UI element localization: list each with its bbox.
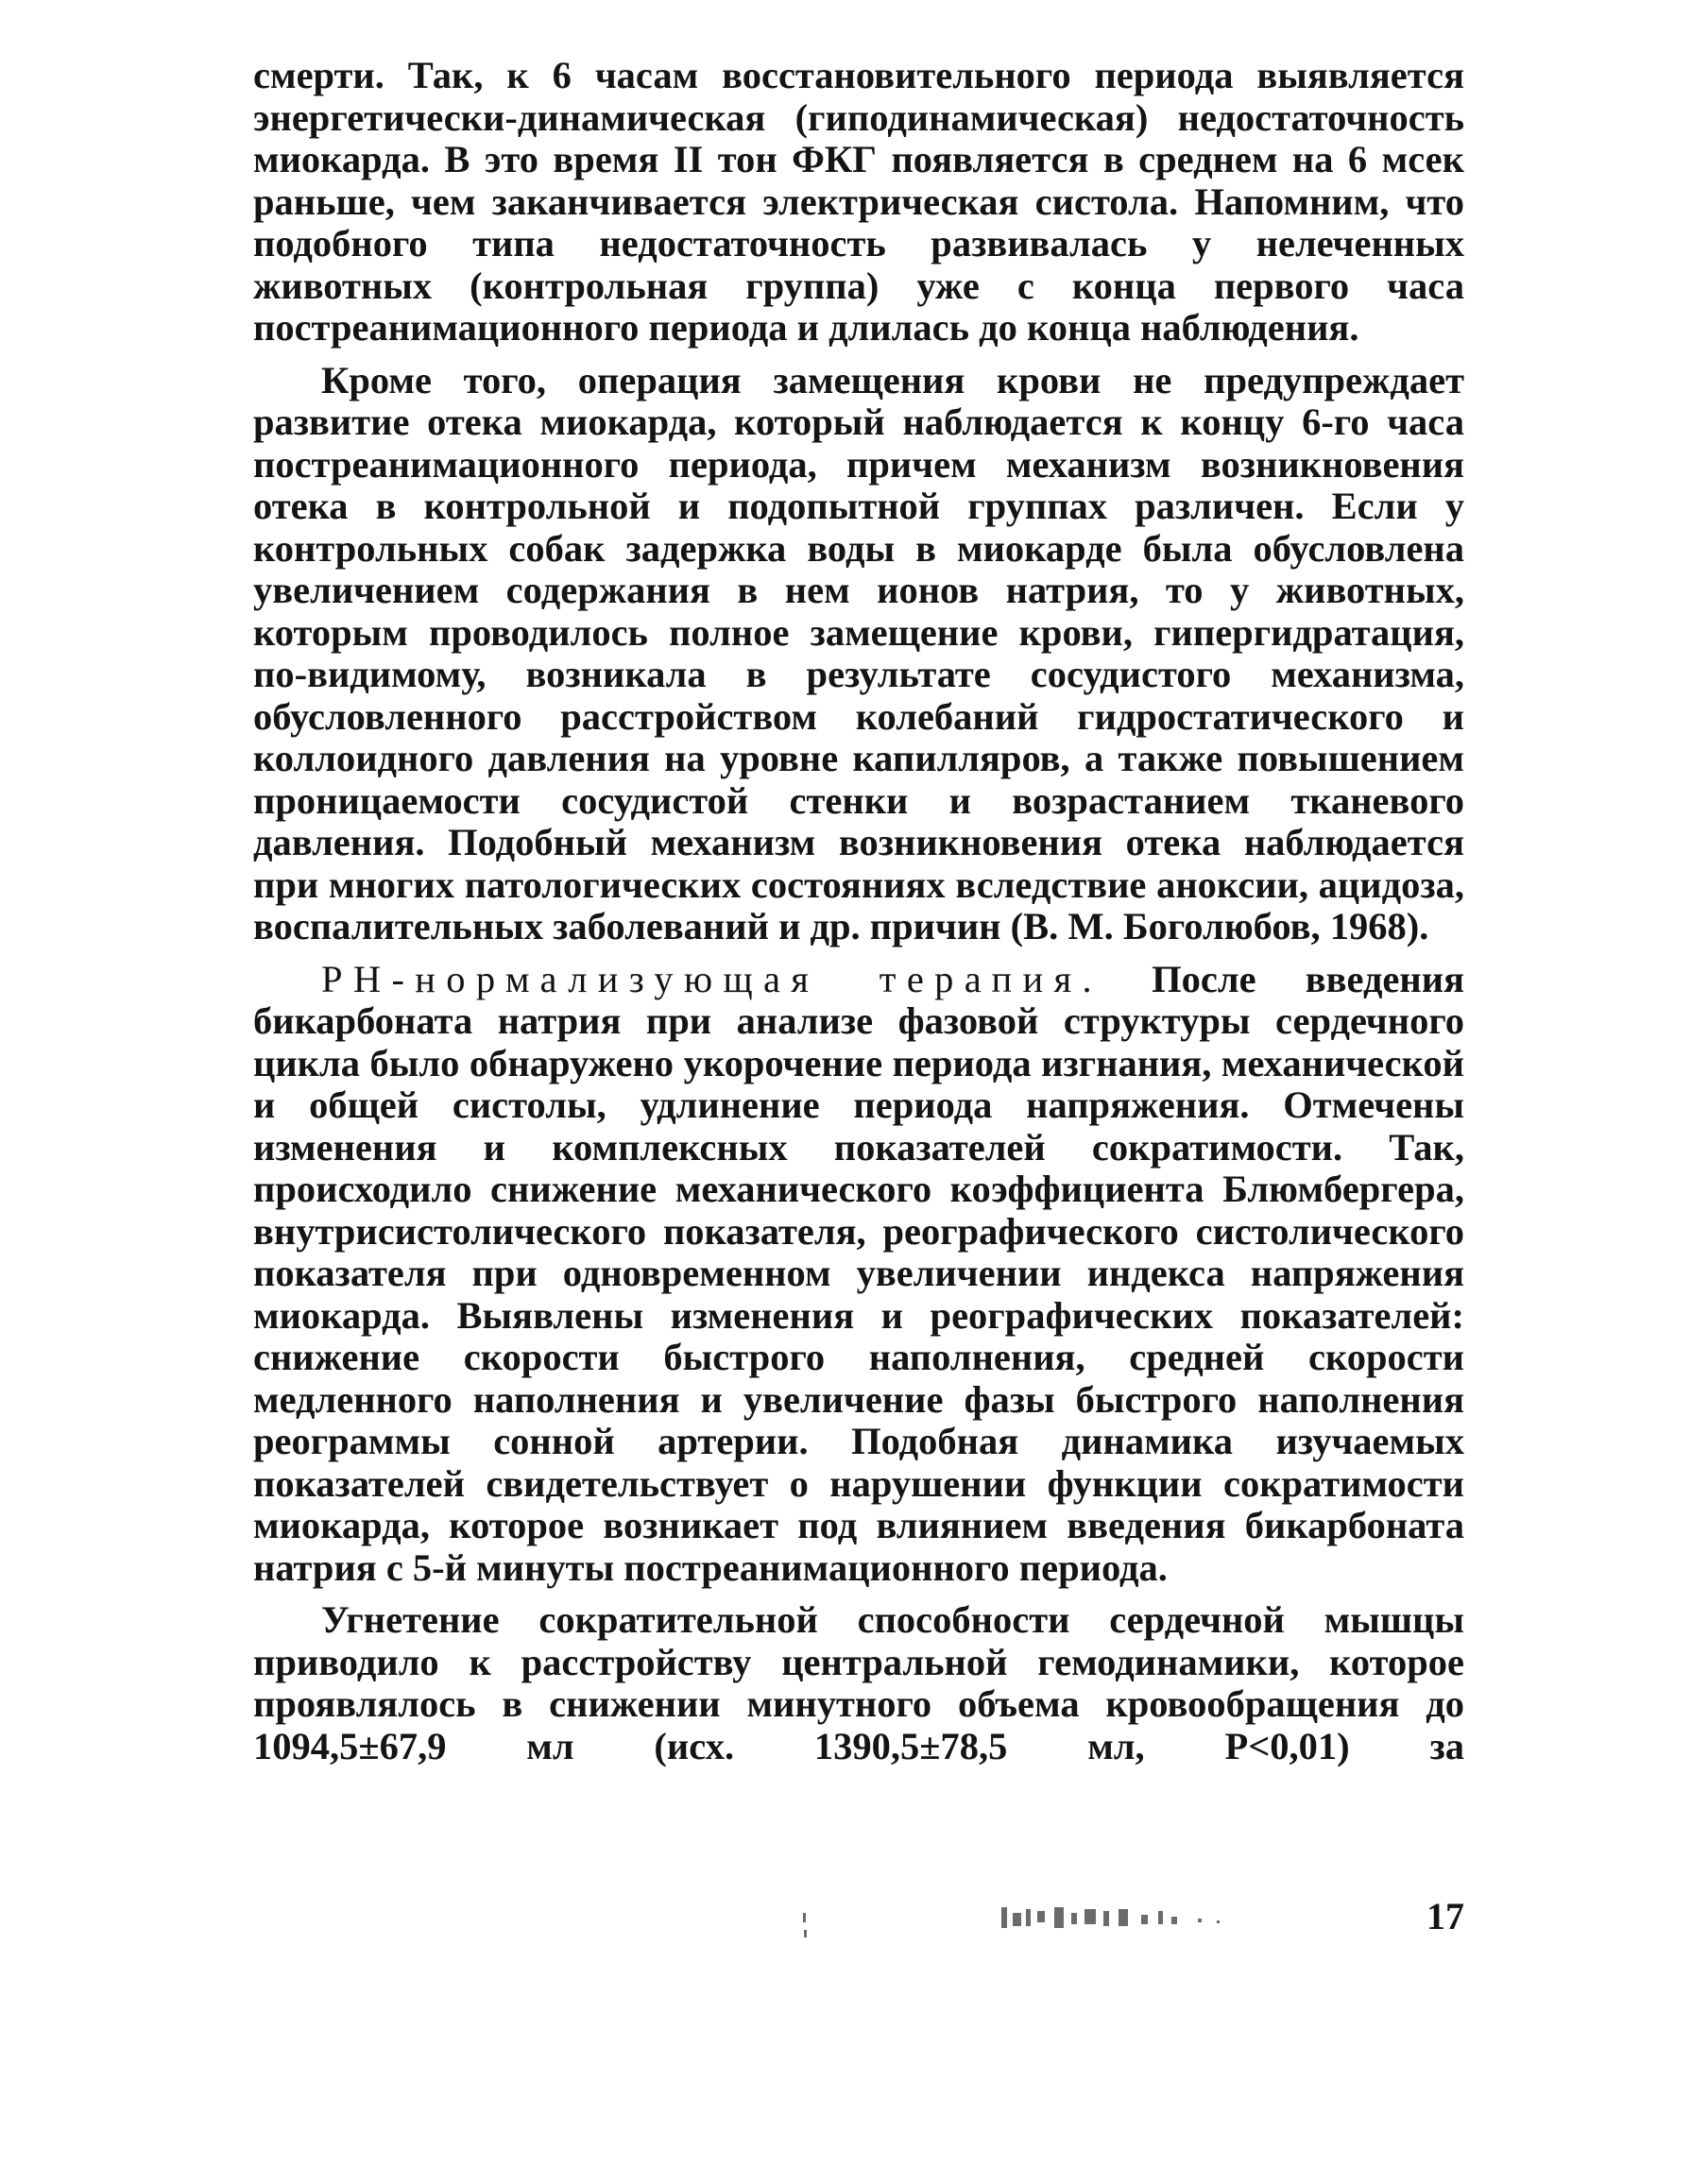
paragraph-4: Угнетение сократительной способности сердечной мышцы приводило к расстройству центральной гемодинамики, которое проявлялось в снижении минутного объема кровообращения до 1094,5±67,9 мл (исх. 1390,5±78,5 мл, P<0,01) за xyxy=(253,1598,1464,1767)
page-footer xyxy=(253,1894,1464,1951)
paragraph-1: смерти. Так, к 6 часам восстановительного периода выявляется энергетически-динамическая (гиподинамическая) недостаточность миокарда. В это время II тон ФКГ появляется в среднем на 6 мсек раньше, чем заканчивается электрическая систола. Напомним, что подобного типа недостаточность развивалась у нелеченных животных (контрольная группа) уже с конца первого часа постреанимационного периода и длилась до конца наблюдения. xyxy=(253,54,1464,349)
paragraph-3-lead: PH-нормализующая терапия. xyxy=(321,957,1102,1000)
page-number: 17 xyxy=(1426,1895,1464,1937)
paragraph-2: Кроме того, операция замещения крови не предупреждает развитие отека миокарда, который наблюдается к концу 6-го часа постреанимационного периода, причем механизм возникновения отека в контрольной и подопытной группах различен. Если у контрольных собак задержка воды в миокарде была обусловлена увеличением содержания в нем ионов натрия, то у животных, которым проводилось полное замещение крови, гипергидратация, по-видимому, возникала в результате сосудистого механизма, обусловленного расстройством колебаний гидростатического и коллоидного давления на уровне капилляров, а также повышением проницаемости сосудистой стенки и возрастанием тканевого давления. Подобный механизм возникновения отека наблюдается при многих патологических состояниях вследствие аноксии, ацидоза, воспалительных заболеваний и др. причин (В. М. Боголюбов, 1968). xyxy=(253,358,1464,947)
paragraph-3-body: После введения бикарбоната натрия при анализе фазовой структуры сердечного цикла было обнаружено укорочение периода изгнания, механической и общей систолы, удлинение периода напряжения. Отмечены изменения и комплексных показателей сократимости. Так, происходило снижение механического коэффициента Блюмбергера, внутрисистолического показателя, реографического систолического показателя при одновременном увеличении индекса напряжения миокарда. Выявлены изменения и реографических показателей: снижение скорости быстрого наполнения, средней скорости медленного наполнения и увеличение фазы быстрого наполнения реограммы сонной артерии. Подобная динамика изучаемых показателей свидетельствует о нарушении функции сократимости миокарда, которое возникает под влиянием введения бикарбоната натрия с 5-й минуты постреанимационного периода. xyxy=(253,957,1464,1589)
document-page xyxy=(253,55,1464,1767)
paragraph-3 xyxy=(253,959,1464,1590)
